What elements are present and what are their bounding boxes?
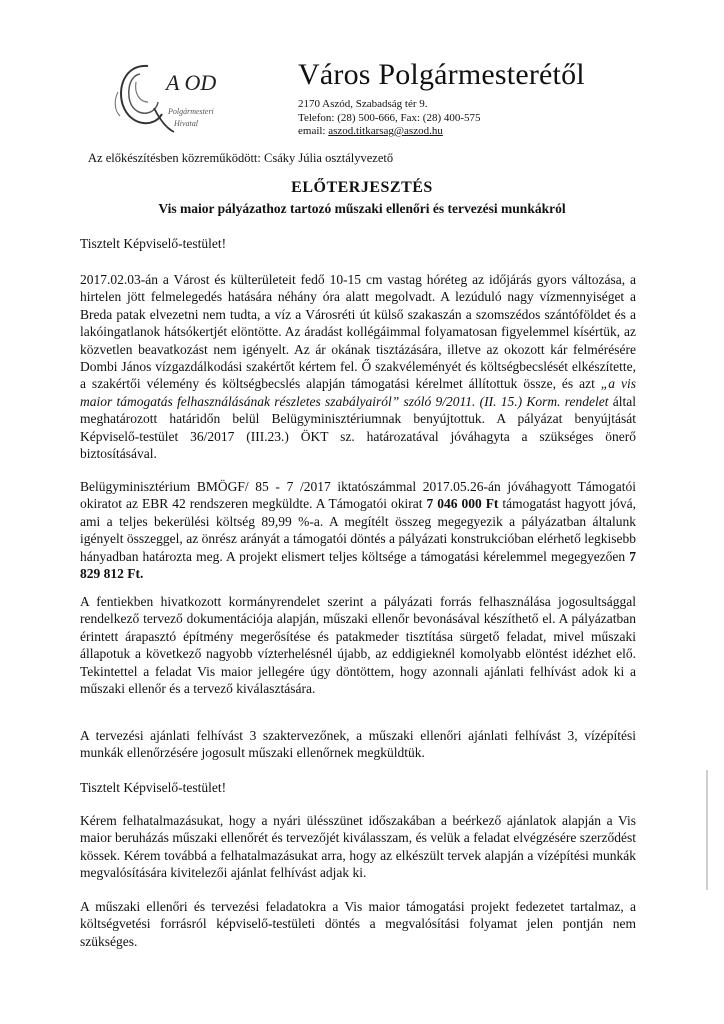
scan-margin-mark bbox=[706, 770, 708, 890]
svg-text:Hivatal: Hivatal bbox=[174, 119, 198, 128]
document-title: ELŐTERJESZTÉS bbox=[291, 179, 433, 196]
address: 2170 Aszód, Szabadság tér 9. bbox=[298, 98, 428, 110]
paragraph-2: Belügyminisztérium BMÖGF/ 85 - 7 /2017 iktatószámmal 2017.05.26-án jóváhagyott Támogatói okiratot az EBR 42 rendszeren megküldte. A Támogatói okirat 7 046 000 Ft támogatást hagyott jóvá, ami a teljes bekerülési költség 89,99 %-a. A megítélt összeg megegyezik a pályázatban általunk igényelt összeggel, az önrész arányát a támogatói döntés a pályázati konstrukcióban elérhető legkisebb hányadban határozta meg. A projekt elismert teljes költsége a támogatási kérelemmel megegyezően 7 829 812 Ft. bbox=[80, 479, 637, 582]
contact-block bbox=[298, 98, 481, 139]
paragraph-6: A műszaki ellenőri és tervezési feladatokra a Vis maior támogatási projekt fedezetet tartalmaz, a költségvetési forrásról képviselő-testületi döntés a megvalósítási folyamat jelen pontján nem szükséges. bbox=[80, 899, 636, 949]
svg-text:Polgármesteri: Polgármesteri bbox=[168, 107, 214, 116]
greeting-1: Tisztelt Képviselő-testület! bbox=[80, 236, 227, 251]
paragraph-5: Kérem felhatalmazásukat, hogy a nyári ülésszünet időszakában a beérkező ajánlatok alapján a Vis maior beruházás műszaki ellenőrét és tervezőjét kiválasszam, és velük a feladat elvégzésére szerződést kössek. Kérem továbbá a felhatalmazásukat arra, hogy az elkészült tervek alapján a vízépítési munkák megvalósítására kivitelezői ajánlat felhívást adjak ki. bbox=[80, 813, 636, 881]
email-line bbox=[298, 125, 481, 139]
town-logo bbox=[110, 56, 290, 142]
svg-text:A OD: A OD bbox=[166, 70, 217, 95]
logo-emblem-icon bbox=[110, 56, 290, 142]
email-link[interactable]: aszod.titkarsag@aszod.hu bbox=[328, 125, 443, 137]
document-subtitle: Vis maior pályázathoz tartozó műszaki ellenőri és tervezési munkákról bbox=[158, 201, 566, 216]
paragraph-4: A tervezési ajánlati felhívást 3 szaktervezőnek, a műszaki ellenőri ajánlati felhívást 3, vízépítési munkák ellenőrzésére jogosult műszaki ellenőrnek megküldtük. bbox=[80, 728, 636, 761]
paragraph-3: A fentiekben hivatkozott kormányrendelet szerint a pályázati forrás felhasználása jogosultsággal rendelkező tervező dokumentációja alapján, műszaki ellenőr bevonásával készíthető el. A pályázatban érintett árapasztó építmény megerősítése és patakmeder tisztítása sürgető feladat, mivel műszaki állapotuk a következő nagyobb vízterhelésnél újabb, az eddigieknél komolyabb elöntést idézhet elő. Tekintettel a feladat Vis maior jellegére úgy döntöttem, hogy azonnali ajánlati felhívást adok ki a műszaki ellenőr és a tervező kiválasztására. bbox=[80, 594, 636, 697]
header-title: Város Polgármesterétől bbox=[298, 58, 585, 91]
greeting-2: Tisztelt Képviselő-testület! bbox=[80, 780, 227, 795]
email-label: email: bbox=[298, 125, 329, 137]
phone-fax: Telefon: (28) 500-666, Fax: (28) 400-575 bbox=[298, 111, 481, 124]
paragraph-1: 2017.02.03-án a Várost és külterületeit fedő 10-15 cm vastag hóréteg az időjárás gyors változása, a hirtelen jött felmelegedés hatására néhány óra alatt megolvadt. A lezúduló nagy vízmennyiséget a Breda patak elvezetni nem tudta, a víz a Városréti út külső szakaszán a szomszédos szántóföldet és a lakóingatlanok hátsókertjét elöntötte. Az áradást kollégáimmal folyamatosan figyelemmel kísértük, az közvetlen beavatkozást nem igényelt. Az ár okának tisztázására, illetve az okozott kár felmérésére Dombi János vízgazdálkodási szakértőt kértem fel. Ő szakvéleményét és költségbecslését elkészítette, a szakértői vélemény és költségbecslés alapján támogatási kérelmet állítottuk össze, és azt „a vis maior támogatás felhasználásának részletes szabályairól” szóló 9/2011. (II. 15.) Korm. rendelet által meghatározott határidőn belül Belügyminisztériumnak benyújtottuk. A pályázat benyújtását Képviselő-testület 36/2017 (III.23.) ÖKT sz. határozatával jóváhagyta a szükséges önerő biztosításával. bbox=[80, 272, 636, 462]
prepared-by: Az előkészítésben közreműködött: Csáky Júlia osztályvezető bbox=[88, 151, 394, 165]
